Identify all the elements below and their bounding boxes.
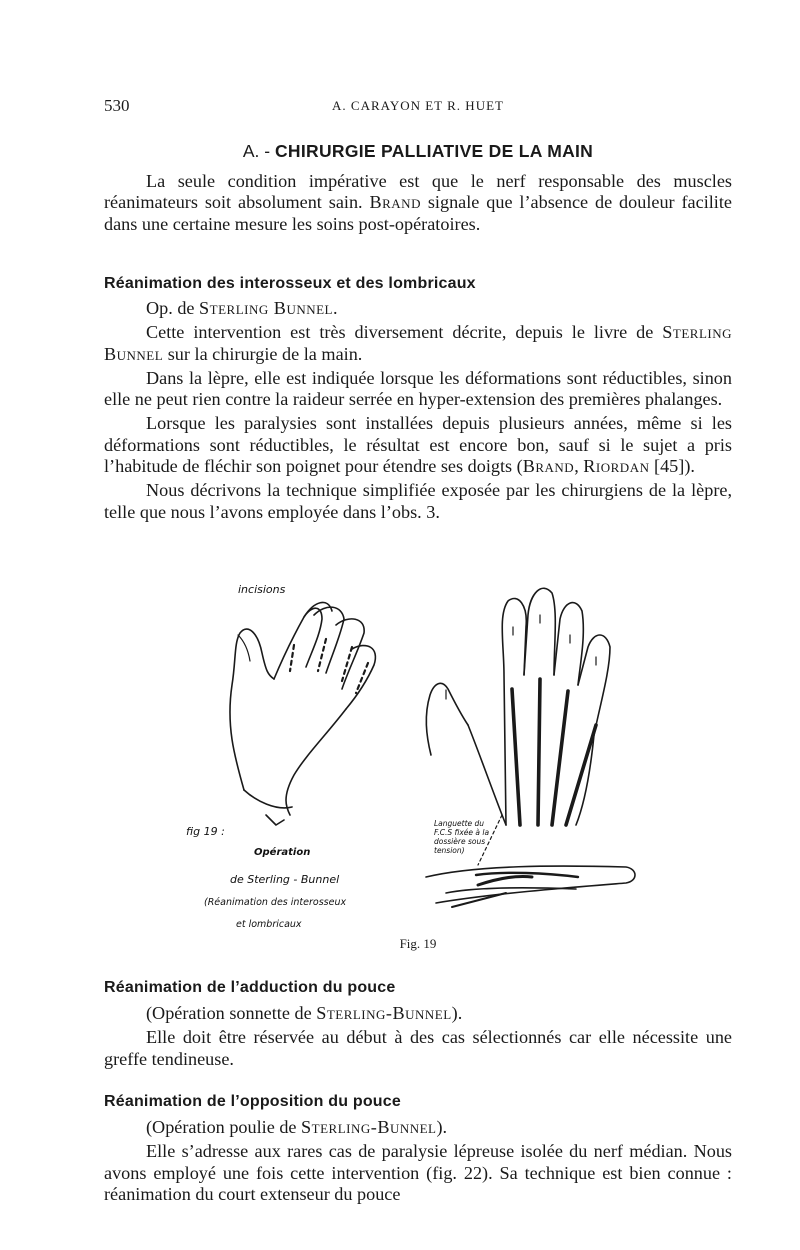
subsection-interosseux	[104, 275, 732, 523]
author-name: Sterling-Bunnel	[316, 1003, 452, 1023]
note-incisions: incisions	[238, 583, 286, 596]
author-brand: Brand	[369, 192, 421, 213]
running-title: A. CARAYON ET R. HUET	[332, 98, 504, 113]
author-name: Brand	[522, 456, 575, 477]
paragraph	[104, 322, 732, 365]
text: (Opération poulie de	[146, 1117, 302, 1137]
finger-section-drawing	[426, 866, 635, 907]
note-operation: Opération	[254, 847, 311, 858]
note-reanimation: (Réanimation des interosseux	[204, 897, 347, 908]
intro-text-2: signale que l’absence de douleur facilite dans une certaine mesure les soins post-opératoires.	[104, 192, 732, 234]
text: ).	[436, 1117, 448, 1137]
subsection-heading: Réanimation de l’adduction du pouce	[104, 979, 396, 996]
text: sur la chirurgie de la main.	[163, 343, 363, 364]
text: Cette intervention est très diversement décrite, depuis le livre de	[146, 322, 663, 343]
paragraph: Elle doit être réservée au début à des cas sélectionnés car elle nécessite une greffe tendineuse.	[104, 1027, 732, 1069]
note-languette: Languette du F.C.S fixée à la dossière sous tension)	[434, 819, 490, 855]
subsection-opposition	[104, 1093, 732, 1205]
paragraph: Dans la lèpre, elle est indiquée lorsque les déformations sont réductibles, sinon elle ne peut rien contre la raideur serrée en hyper-extension des premières phalanges.	[104, 367, 732, 410]
page-header	[104, 96, 732, 118]
subsection-adduction	[104, 979, 732, 1070]
operation-line	[104, 1003, 732, 1024]
section-prefix: A. -	[242, 141, 275, 161]
subsection-heading: Réanimation de l’opposition du pouce	[104, 1093, 401, 1110]
author-name: Sterling-Bunnel	[301, 1117, 437, 1137]
op-name: Sterling Bunnel.	[199, 298, 339, 318]
section-title	[104, 141, 732, 162]
note-fig-number: fig 19 :	[186, 825, 225, 838]
intro-text-1: La seule condition impérative est que le nerf responsable des muscles réanimateurs soit absolument sain.	[104, 171, 732, 213]
paragraph: Elle s’adresse aux rares cas de paralysie lépreuse isolée du nerf médian. Nous avons employé une fois cette intervention (fig. 22). Sa technique est bien connue : réanimation du court extenseur du pouce	[104, 1141, 732, 1204]
text: (Opération sonnette de	[146, 1003, 317, 1023]
note-sterling-bunnel: de Sterling - Bunnel	[230, 873, 340, 886]
intro-paragraph	[104, 171, 732, 235]
paragraph: Nous décrivons la technique simplifiée exposée par les chirurgiens de la lèpre, telle que nous l’avons employée dans l’obs. 3.	[104, 480, 732, 522]
note-lombricaux: et lombricaux	[236, 919, 302, 930]
figure-19	[176, 575, 656, 953]
op-line	[104, 298, 732, 319]
text: Lorsque les paralysies sont installées depuis plusieurs années, même si les déformations sont réductibles, le résultat est encore bon, sauf si le sujet a pris l’habitude de fléchir son poignet pour étendre ses doigts (	[104, 413, 732, 477]
subsection-heading: Réanimation des interosseux et des lombricaux	[104, 275, 476, 292]
intro-paragraph-block	[104, 171, 732, 235]
author-name: Sterling Bunnel	[104, 322, 732, 364]
author-name: Riordan	[583, 456, 650, 477]
text: [45]).	[649, 456, 695, 477]
text: ,	[574, 456, 584, 477]
section-title-text: CHIRURGIE PALLIATIVE DE LA MAIN	[274, 141, 594, 161]
left-hand-drawing	[230, 602, 375, 825]
op-prefix: Op. de	[146, 298, 200, 318]
paragraph	[104, 413, 732, 477]
figure-caption: Fig. 19	[399, 936, 437, 951]
page-number: 530	[104, 96, 130, 115]
text: ).	[451, 1003, 463, 1023]
operation-line	[104, 1117, 732, 1138]
